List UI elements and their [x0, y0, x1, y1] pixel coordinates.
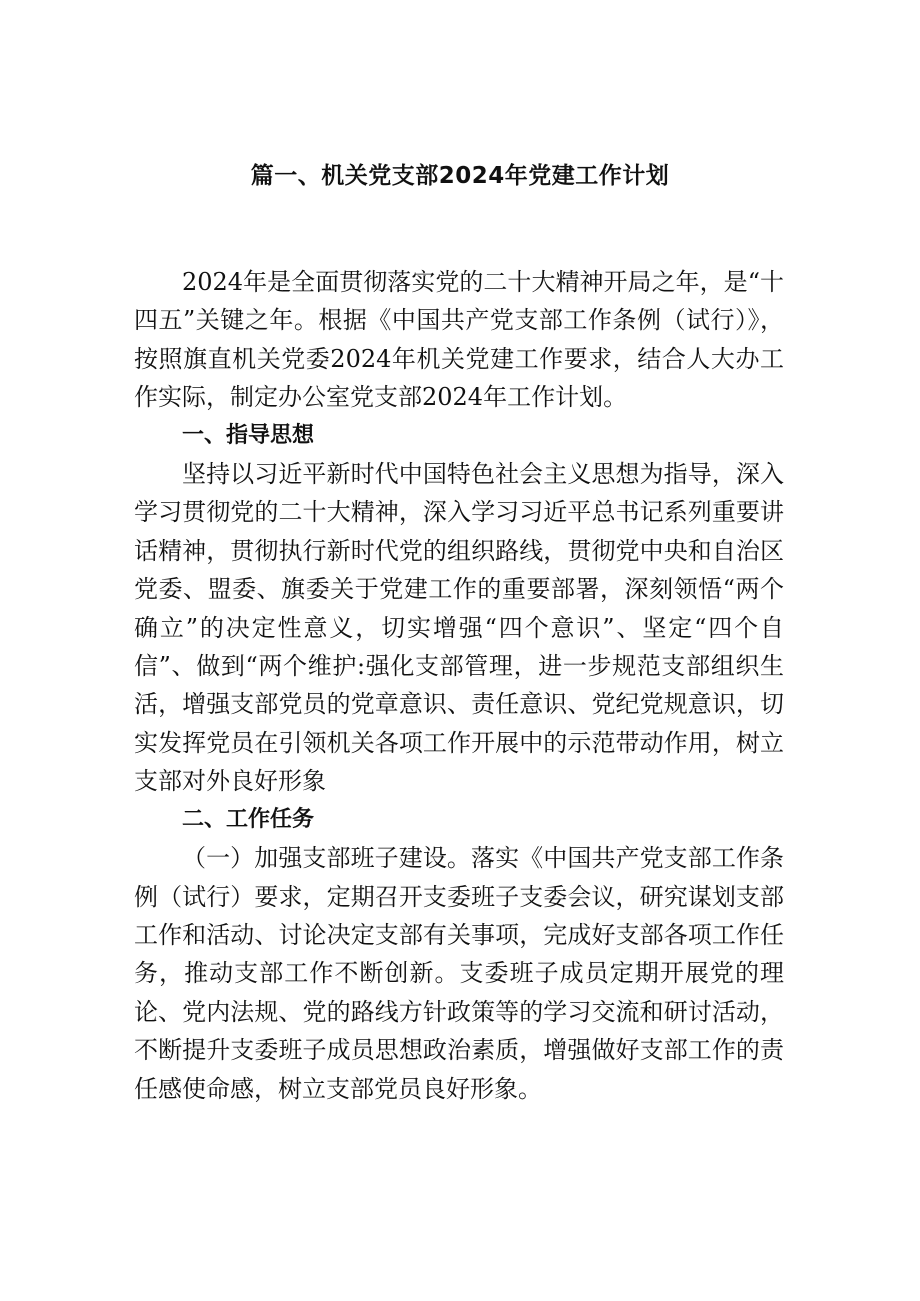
- guiding-ideology-paragraph: 坚持以习近平新时代中国特色社会主义思想为指导，深入学习贯彻党的二十大精神，深入学习习近平总书记系列重要讲话精神，贯彻执行新时代党的组织路线，贯彻党中央和自治区党委、盟委、旗委关于党建工作的重要部署，深刻领悟“两个确立”的决定性意义，切实增强“四个意识”、坚定“四个自信”、做到“两个维护:强化支部管理，进一步规范支部组织生活，增强支部党员的党章意识、责任意识、党纪党规意识，切实发挥党员在引领机关各项工作开展中的示范带动作用，树立支部对外良好形象: [134, 460, 784, 796]
- intro-paragraph: 2024年是全面贯彻落实党的二十大精神开局之年，是“十四五”关键之年。根据《中国共产党支部工作条例（试行）》，按照旗直机关党委2024年机关党建工作要求，结合人大办工作实际，制定办公室党支部2024年工作计划。: [134, 268, 784, 412]
- section-heading-guiding-ideology: 一、指导思想: [182, 422, 315, 448]
- document-body: [134, 263, 784, 1108]
- section-heading-work-tasks: 二、工作任务: [182, 806, 315, 832]
- work-task-item-1-paragraph: （一）加强支部班子建设。落实《中国共产党支部工作条例（试行）要求，定期召开支委班子支委会议，研究谋划支部工作和活动、讨论决定支部有关事项，完成好支部各项工作任务，推动支部工作不断创新。支委班子成员定期开展党的理论、党内法规、党的路线方针政策等的学习交流和研讨活动，不断提升支委班子成员思想政治素质，增强做好支部工作的责任感使命感，树立支部党员良好形象。: [134, 844, 784, 1103]
- document-title: 篇一、机关党支部2024年党建工作计划: [250, 163, 670, 189]
